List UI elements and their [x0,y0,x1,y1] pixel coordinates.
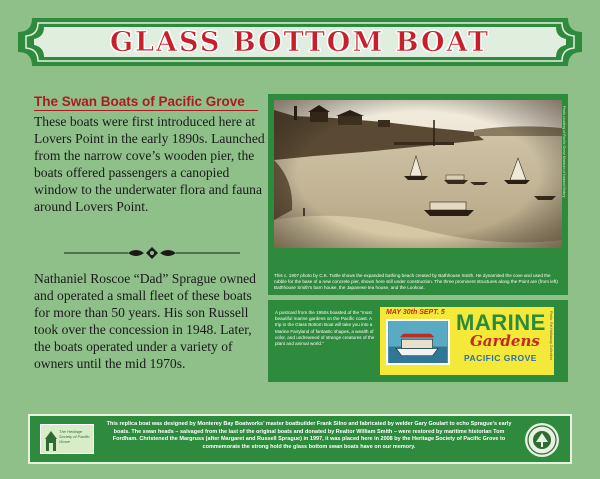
postcard-boat-illustration [386,319,450,365]
photo-credit: Photo courtesy of Pacific Grove Museum of Natural History [562,106,566,198]
city-seal-icon [524,422,560,458]
historic-photo-panel [268,94,568,272]
historic-beach-photo [274,100,562,248]
postcard-credit: Photo: Pat Hathaway Collection [549,311,553,361]
postcard-place: PACIFIC GROVE [464,353,537,363]
marine-gardens-postcard [380,307,554,375]
heritage-society-logo [40,424,94,454]
postcard-marine: MARINE [456,310,546,335]
postcard-gardens: Gardens [470,332,540,350]
postcard-panel [268,300,568,382]
footer-text: This replica boat was designed by Monterey Bay Boatworks’ master boatbuilder Frank Silno and fabricated by welder Gary Goulart to echo Sprague’s early boats. The swan heads – salvaged from the last of the original boats and donated by Realtor William Smith – were restored by maritime historian Tom Fordham. Christened the Margruss (after Margaret and Russell Sprague) in 1997, it was placed here in 2008 by the Heritage Society of Pacific Grove to commemorate the strong hold the glass bottom swan boats have on our memory. [106,421,512,450]
section-subtitle: The Swan Boats of Pacific Grove [34,94,258,111]
title-banner [18,18,582,66]
banner-title: GLASS BOTTOM BOAT [109,26,491,58]
postcard-dates: MAY 30th SEPT. 5 [386,309,445,316]
history-paragraph-1: These boats were first introduced here at Lovers Point in the early 1890s. Launched from the narrow cove’s wooden pier, the boats offered passengers a canopied window to the underwater flora and fauna around Lovers Point. [34,114,265,214]
photo-caption: This c. 1907 photo by C.K. Tuttle shows the expanded bathing beach created by Bathhouse Smith. He dynamited the cove and used the rubble for the base of a new concrete pier, shown here still under construction. The three prominent structures along the Point are (from left) Bathhouse Smith’s barn house, the Japanese tea house, and the Lookout. [268,272,568,295]
house-icon [43,427,59,453]
postcard-caption: A postcard from the 1950s boasted of the “most beautiful marine gardens on the Pacific coast. A trip in the Glass Bottom Boat will take you into a Marine Fairyland of fantastic shapes, a wealth of color, and undreamed of strange creatures of the plant and animal world.” [275,310,375,347]
divider-ornament [64,246,240,260]
history-paragraph-2: Nathaniel Roscoe “Dad” Sprague owned and operated a small fleet of these boats for more than 50 years. His son Russell took over the concession in 1948. Later, the boats operated under a variety of owners until the mid 1970s. [34,271,256,371]
footer-panel [28,414,572,464]
logo-text: The Heritage Society of Pacific Grove [59,429,90,444]
